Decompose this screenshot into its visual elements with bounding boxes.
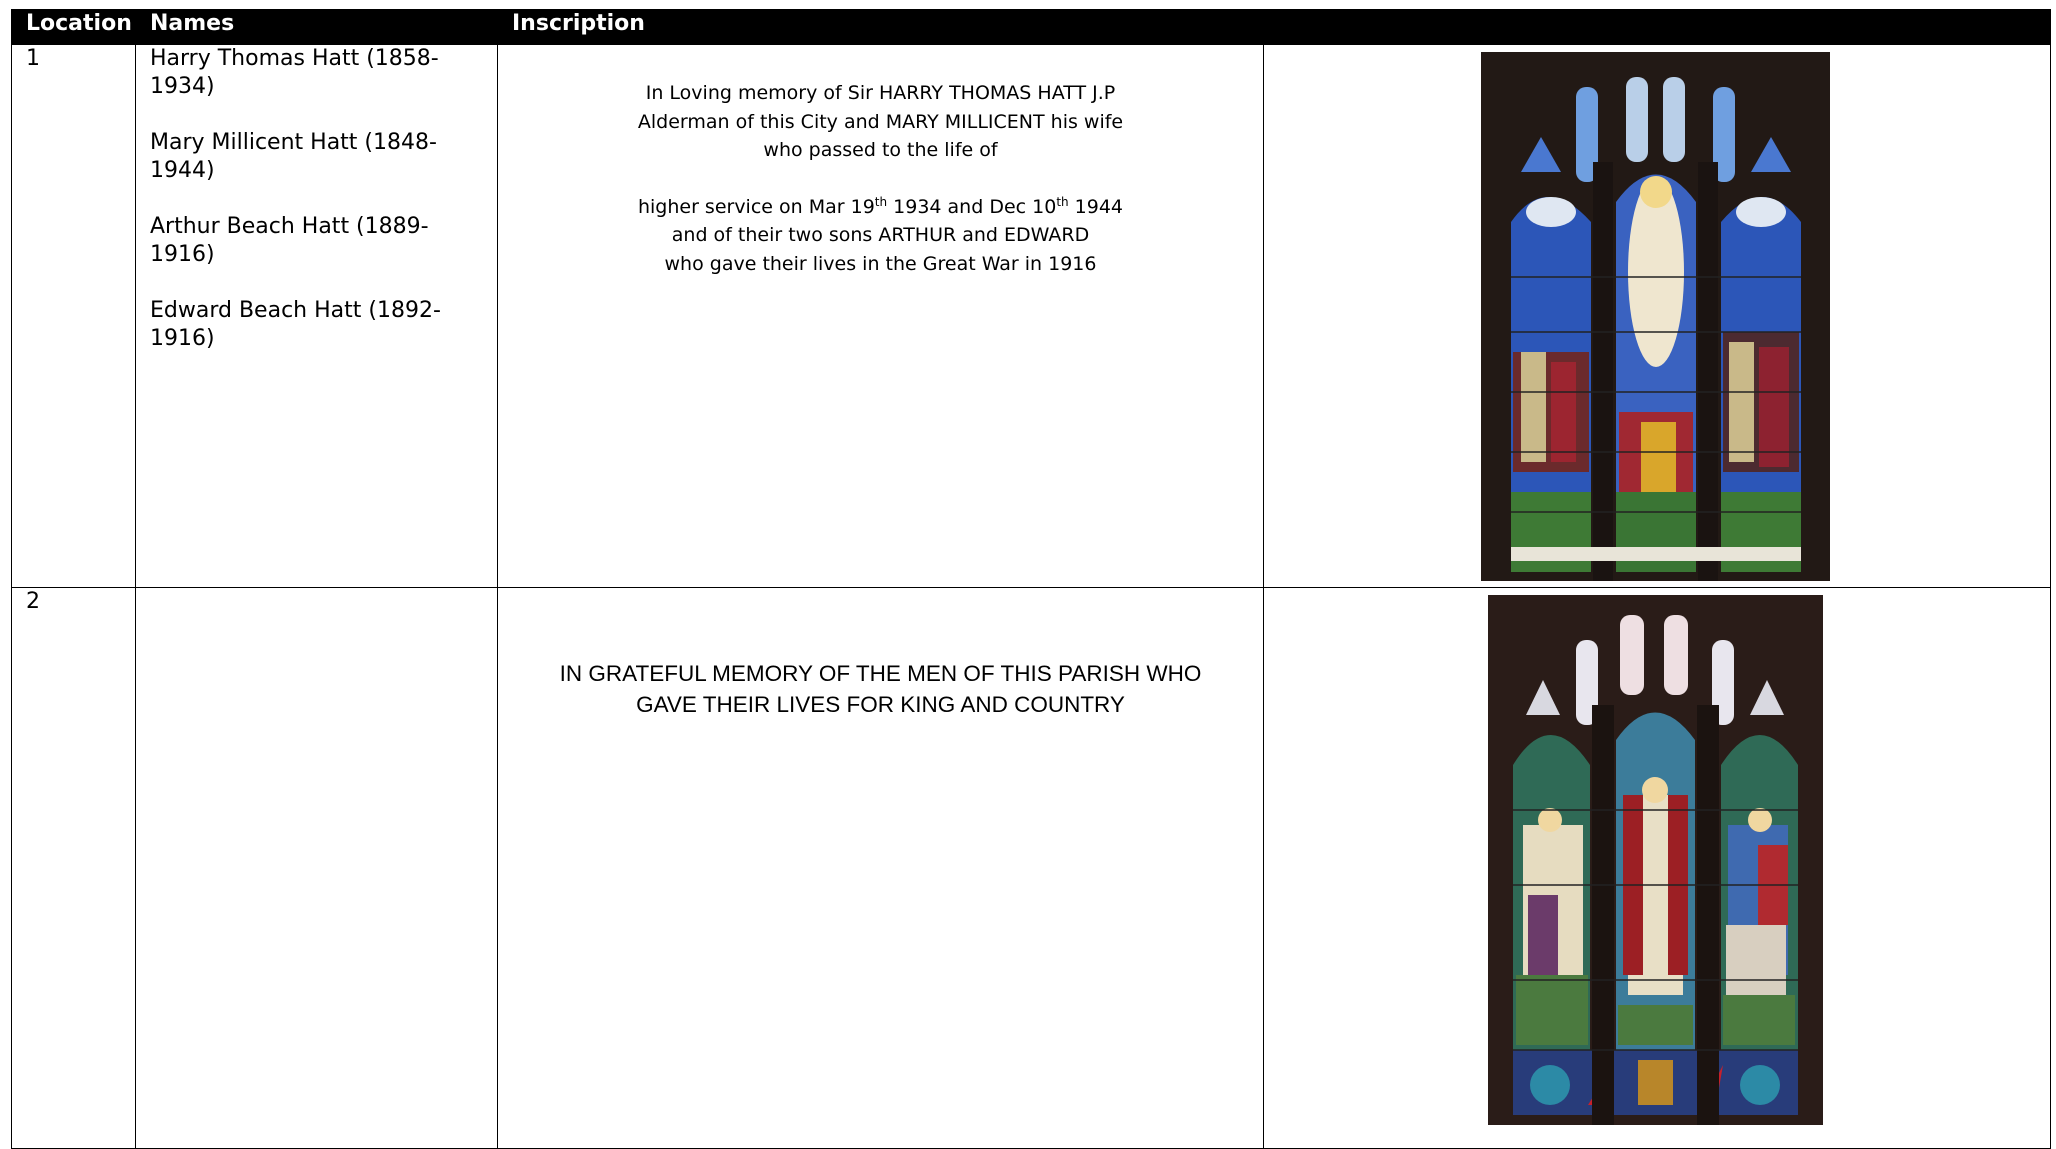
- header-image: [1264, 10, 2051, 45]
- inscription-line: Alderman of this City and MARY MILLICENT his wife: [637, 110, 1124, 133]
- name-entry: Mary Millicent Hatt (1848-1944): [150, 130, 437, 183]
- table-row: [12, 588, 2051, 1149]
- inscription-line: GAVE THEIR LIVES FOR KING AND COUNTRY: [636, 692, 1125, 717]
- inscription-text: [498, 45, 1263, 278]
- memorial-table-sheet: [11, 9, 2050, 1133]
- header-inscription: Inscription: [498, 10, 1264, 45]
- location-cell: 1: [12, 45, 136, 588]
- table-header-row: [12, 10, 2051, 45]
- inscription-cell: [498, 45, 1264, 588]
- name-entry: Arthur Beach Hatt (1889-1916): [150, 214, 429, 267]
- inscription-line: who passed to the life of: [763, 139, 998, 161]
- names-cell: [136, 45, 498, 588]
- memorial-table: [11, 9, 2051, 1149]
- inscription-text: [498, 588, 1263, 720]
- inscription-line: In Loving memory of Sir HARRY THOMAS HATT J.P: [645, 82, 1116, 104]
- header-location: Location: [12, 10, 136, 45]
- inscription-cell: [498, 588, 1264, 1149]
- inscription-line: IN GRATEFUL MEMORY OF THE MEN OF THIS PARISH WHO: [559, 661, 1202, 686]
- image-cell: [1264, 45, 2051, 588]
- name-entry: Edward Beach Hatt (1892-1916): [150, 298, 441, 351]
- header-names: Names: [136, 10, 498, 45]
- location-cell: 2: [12, 588, 136, 1149]
- stained-glass-window-photo: [1481, 52, 1830, 581]
- image-cell: [1264, 588, 2051, 1149]
- stained-glass-window-icon: [1488, 595, 1823, 1125]
- stained-glass-window-photo: [1488, 595, 1823, 1125]
- name-entry: Harry Thomas Hatt (1858-1934): [150, 46, 439, 99]
- stained-glass-window-icon: [1481, 52, 1830, 581]
- inscription-line: higher service on Mar 19th 1934 and Dec 10th 1944: [637, 194, 1124, 218]
- inscription-line: who gave their lives in the Great War in 1916: [664, 252, 1097, 275]
- inscription-line: and of their two sons ARTHUR and EDWARD: [671, 224, 1090, 246]
- table-row: [12, 45, 2051, 588]
- names-cell: [136, 588, 498, 1149]
